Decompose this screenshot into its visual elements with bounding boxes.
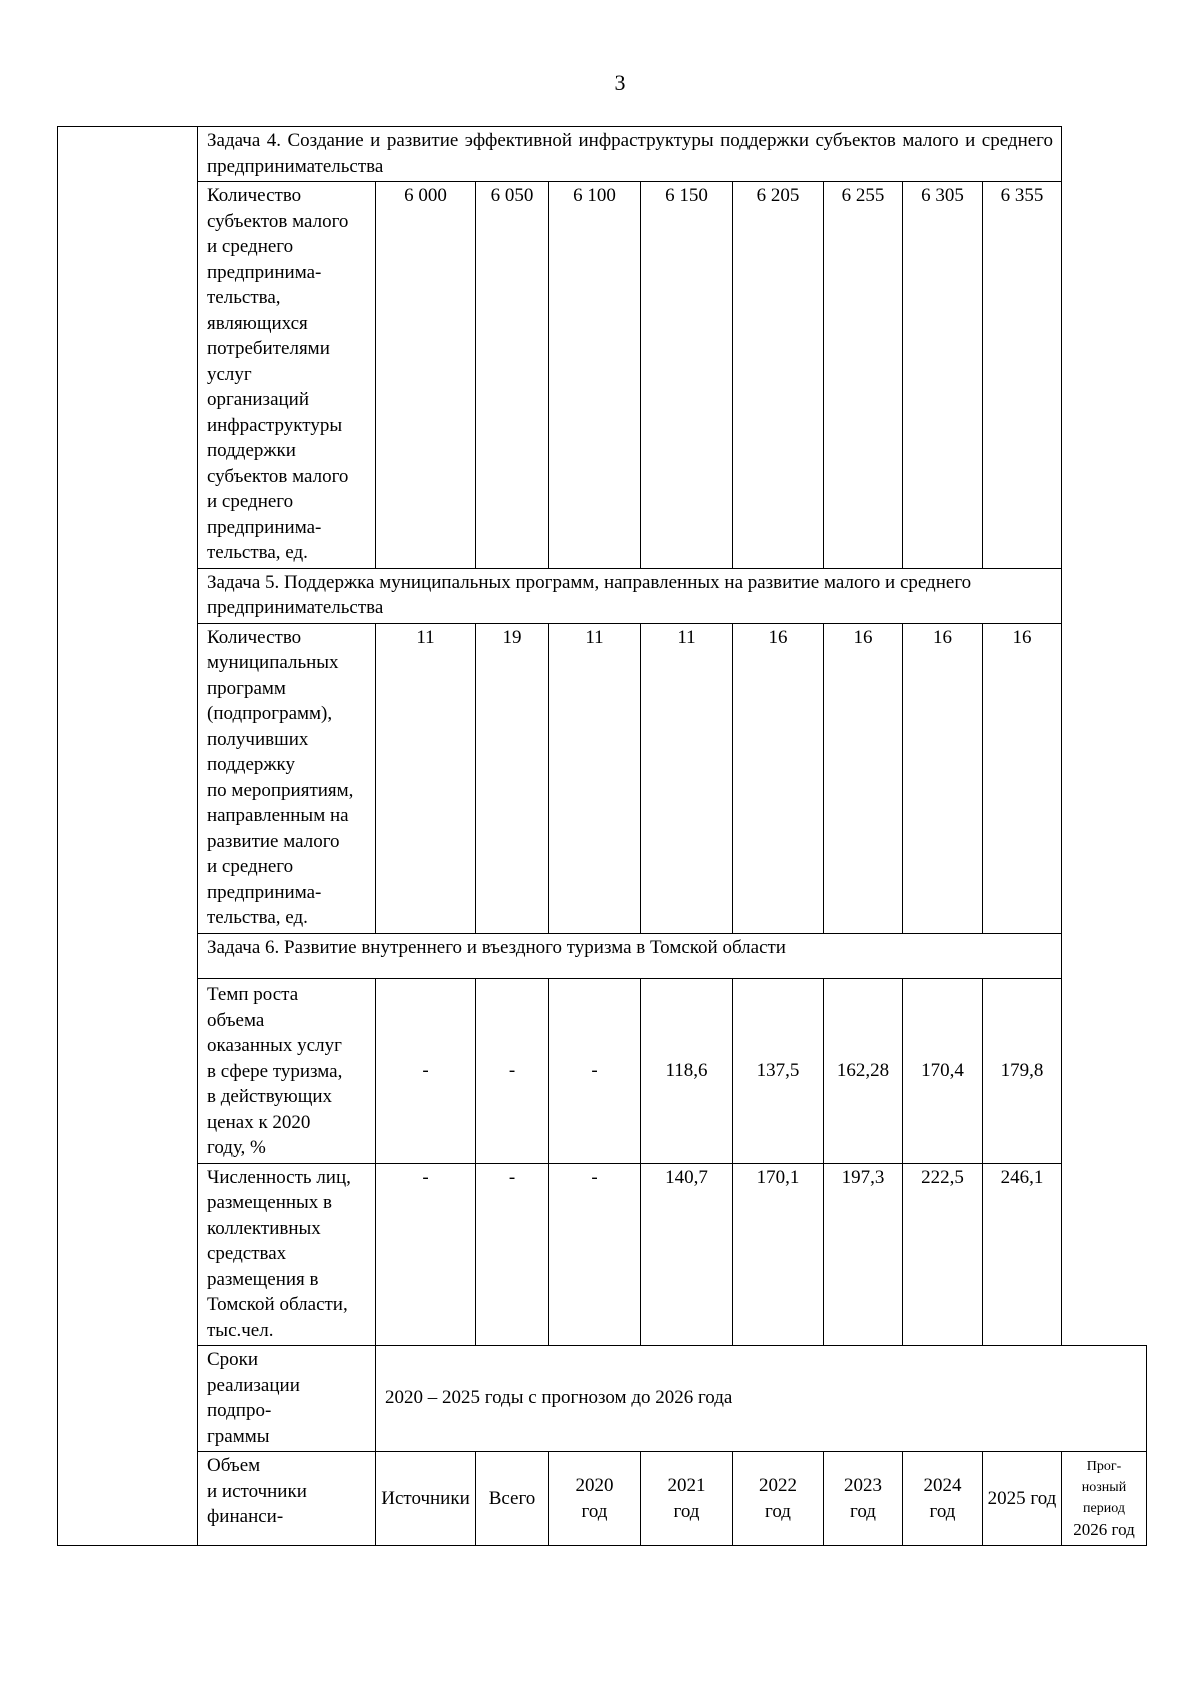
financing-year-2024: 2024 год [903,1452,983,1546]
task5-indicator-row [58,623,1147,933]
financing-sources-header: Источники [376,1452,476,1546]
task6-ind2-value-2020: - [476,1163,549,1346]
task4-value-2022: 6 150 [641,182,733,569]
financing-label: Объем и источники финанси- [198,1452,376,1546]
task4-indicator-name: Количество субъектов малого и среднего предпринима- тельства, являющихся потребителями услуг организаций инфраструктуры поддержки субъектов малого и среднего предпринима- тельства, ед. [198,182,376,569]
task5-value-2025: 16 [903,623,983,933]
task6-ind1-value-2026: 179,8 [983,978,1062,1163]
financing-year-2023: 2023 год [824,1452,903,1546]
indicators-table [57,126,1147,1546]
task4-title: Задача 4. Создание и развитие эффективной инфраструктуры поддержки субъектов малого и среднего предпринимательства [198,127,1062,182]
task6-ind1-value-2021: - [549,978,641,1163]
task6-ind2-value-2022: 140,7 [641,1163,733,1346]
task6-ind1-value-2025: 170,4 [903,978,983,1163]
task6-ind1-value-2022: 118,6 [641,978,733,1163]
financing-year-2022: 2022 год [733,1452,824,1546]
task5-value-2021: 11 [549,623,641,933]
left-empty-cell [58,127,198,1546]
task6-ind1-value-2024: 162,28 [824,978,903,1163]
financing-forecast-period: Прог- нозный период 2026 год [1062,1452,1147,1546]
task5-value-2020: 19 [476,623,549,933]
financing-year-2025: 2025 год [983,1452,1062,1546]
task4-value-2024: 6 255 [824,182,903,569]
task6-ind2-value-2019: - [376,1163,476,1346]
task5-indicator-name: Количество муниципальных программ (подпрограмм), получивших поддержку по мероприятиям, направленным на развитие малого и среднего предпринима- тельства, ед. [198,623,376,933]
task5-value-2022: 11 [641,623,733,933]
task6-title: Задача 6. Развитие внутреннего и въездного туризма в Томской области [198,933,1062,978]
financing-year-2021: 2021 год [641,1452,733,1546]
task6-title-row [58,933,1147,978]
task6-indicator1-row [58,978,1147,1163]
task6-ind2-value-2021: - [549,1163,641,1346]
task6-ind2-value-2023: 170,1 [733,1163,824,1346]
task6-ind2-value-2025: 222,5 [903,1163,983,1346]
task6-indicator1-name: Темп роста объема оказанных услуг в сфере туризма, в действующих ценах к 2020 году, % [198,978,376,1163]
task4-title-row [58,127,1147,182]
task5-value-2023: 16 [733,623,824,933]
task5-title: Задача 5. Поддержка муниципальных программ, направленных на развитие малого и среднего предпринимательства [198,568,1062,623]
task4-value-2023: 6 205 [733,182,824,569]
task5-value-2019: 11 [376,623,476,933]
task6-ind1-value-2020: - [476,978,549,1163]
terms-value: 2020 – 2025 годы с прогнозом до 2026 года [376,1346,1147,1452]
task6-ind2-value-2026: 246,1 [983,1163,1062,1346]
task5-title-row [58,568,1147,623]
task4-value-2020: 6 050 [476,182,549,569]
task6-ind2-value-2024: 197,3 [824,1163,903,1346]
financing-row [58,1452,1147,1546]
task5-value-2026: 16 [983,623,1062,933]
task6-indicator2-name: Численность лиц, размещенных в коллективных средствах размещения в Томской области, тыс.чел. [198,1163,376,1346]
task4-value-2019: 6 000 [376,182,476,569]
task4-value-2025: 6 305 [903,182,983,569]
task5-value-2024: 16 [824,623,903,933]
terms-label: Сроки реализации подпро- граммы [198,1346,376,1452]
financing-year-2020: 2020 год [549,1452,641,1546]
financing-total-header: Всего [476,1452,549,1546]
task4-indicator-row [58,182,1147,569]
task6-indicator2-row [58,1163,1147,1346]
terms-row [58,1346,1147,1452]
task4-value-2026: 6 355 [983,182,1062,569]
page-number: 3 [614,70,626,95]
task6-ind1-value-2023: 137,5 [733,978,824,1163]
task4-value-2021: 6 100 [549,182,641,569]
task6-ind1-value-2019: - [376,978,476,1163]
